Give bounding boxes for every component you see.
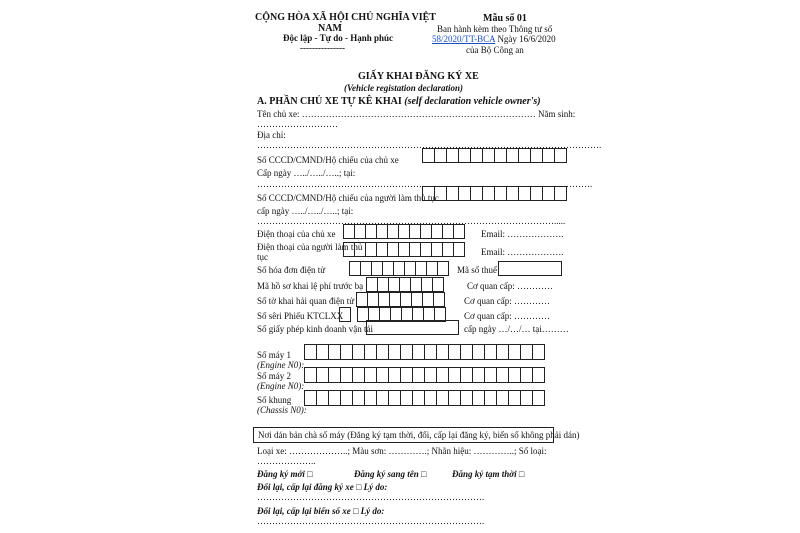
form-title: GIẤY KHAI ĐĂNG KÝ XE	[358, 71, 479, 82]
fee-record-boxes[interactable]	[366, 277, 443, 292]
invoice-boxes[interactable]	[349, 261, 448, 276]
form-number: Mẫu số 01	[483, 13, 527, 24]
nation-title: CỘNG HÒA XÃ HỘI CHỦ NGHĨA VIỆT NAM	[255, 12, 436, 34]
owner-id-issued: Cấp ngày …../…../…..; tại:	[257, 168, 356, 178]
agent-id-issued-cont: ……………………………………………………………………………………….....	[257, 216, 566, 226]
motto-rule: ---------------	[300, 43, 345, 53]
reissue-reg-reason: ………………………………………………………………….	[257, 492, 485, 502]
motto: Độc lập - Tự do - Hạnh phúc	[283, 33, 394, 43]
owner-id-label: Số CCCD/CMND/Hộ chiếu của chủ xe	[257, 155, 399, 165]
owner-name-cont: ………………………	[257, 119, 338, 129]
engine2-label: Số máy 2 (Engine N0):	[257, 371, 305, 391]
stamp-note: Nơi dán bản chà số máy (Đăng ký tạm thời, đổi, cấp lại đăng ký, biển số không phải dán)	[258, 430, 580, 440]
ktclxx-prefix-box[interactable]	[339, 307, 351, 322]
reg-transfer-option[interactable]: Đăng ký sang tên □	[354, 469, 427, 479]
ktclxx-label: Số sêri Phiếu KTCLXX	[257, 311, 344, 321]
license-issued: cấp ngày …/…/… tại………	[464, 324, 569, 334]
engine2-boxes[interactable]	[304, 367, 544, 383]
reissue-plate-option[interactable]: Đổi lại, cấp lại biển số xe □ Lý do:	[257, 506, 385, 516]
engine1-label: Số máy 1 (Engine N0):	[257, 350, 305, 370]
issued-line: Ban hành kèm theo Thông tư số	[437, 24, 553, 34]
owner-id-boxes[interactable]	[422, 148, 566, 163]
fee-record-label: Mã hồ sơ khai lệ phí trước bạ	[257, 281, 364, 291]
tax-code-box[interactable]	[498, 261, 562, 276]
reissue-reg-option[interactable]: Đổi lại, cấp lại đăng ký xe □ Lý do:	[257, 482, 388, 492]
reg-new-option[interactable]: Đăng ký mới □	[257, 469, 313, 479]
issued-date: Ngày 16/6/2020	[495, 34, 556, 44]
vehicle-details-cont: ………………..	[257, 456, 316, 466]
transport-license-label: Số giấy phép kinh doanh vận tải	[257, 324, 373, 334]
issuer: của Bộ Công an	[466, 45, 524, 55]
agent-phone-boxes[interactable]	[343, 242, 464, 257]
agent-id-issued: cấp ngày …../…../…..; tại:	[257, 206, 354, 216]
owner-phone-boxes[interactable]	[343, 224, 464, 239]
address-field: Địa chỉ:	[257, 130, 286, 140]
engine1-boxes[interactable]	[304, 344, 544, 360]
issued-circular	[432, 35, 556, 45]
fee-agency: Cơ quan cấp: …………	[467, 281, 553, 291]
circular-link[interactable]: 58/2020/TT-BCA	[432, 34, 496, 44]
transport-license-box[interactable]	[366, 320, 459, 335]
chassis-boxes[interactable]	[304, 390, 544, 406]
agent-phone-label: Điện thoại của người làm thủ tục	[257, 242, 363, 262]
agent-id-label: Số CCCD/CMND/Hộ chiếu của người làm thủ tục	[257, 193, 439, 203]
reissue-plate-reason: ………………………………………………………………….	[257, 516, 485, 526]
agent-email: Email: ……………….	[481, 247, 564, 257]
reg-temp-option[interactable]: Đăng ký tạm thời □	[452, 469, 525, 479]
agent-id-boxes[interactable]	[422, 186, 566, 201]
tax-code-label: Mã số thuế	[457, 265, 497, 275]
section-a-heading: A. PHẦN CHỦ XE TỰ KÊ KHAI (self declaration vehicle owner's)	[257, 96, 541, 107]
form-subtitle: (Vehicle registation declaration)	[344, 83, 463, 93]
engine-stamp-area[interactable]	[253, 427, 580, 443]
customs-agency: Cơ quan cấp: …………	[464, 296, 550, 306]
address-cont: …………………………………………………………………………………………………….	[257, 140, 602, 150]
owner-email: Email: ……………….	[481, 229, 564, 239]
vehicle-details: Loại xe: ………………..; Màu sơn: ………….; Nhãn hiệu: …………..; Số loại:	[257, 446, 547, 456]
invoice-label: Số hóa đơn điện tử	[257, 265, 326, 275]
owner-phone-label: Điện thoại của chủ xe	[257, 229, 336, 239]
customs-label: Số tờ khai hải quan điện tử	[257, 296, 355, 306]
ktclxx-agency: Cơ quan cấp: …………	[464, 311, 550, 321]
owner-name-field: Tên chủ xe: …………………………………………………………………… Năm sinh:	[257, 109, 576, 119]
owner-id-issued-cont: ………………………………………………………………………………………………….	[257, 179, 593, 189]
customs-boxes[interactable]	[356, 292, 444, 307]
chassis-label: Số khung (Chassis N0):	[257, 395, 307, 415]
